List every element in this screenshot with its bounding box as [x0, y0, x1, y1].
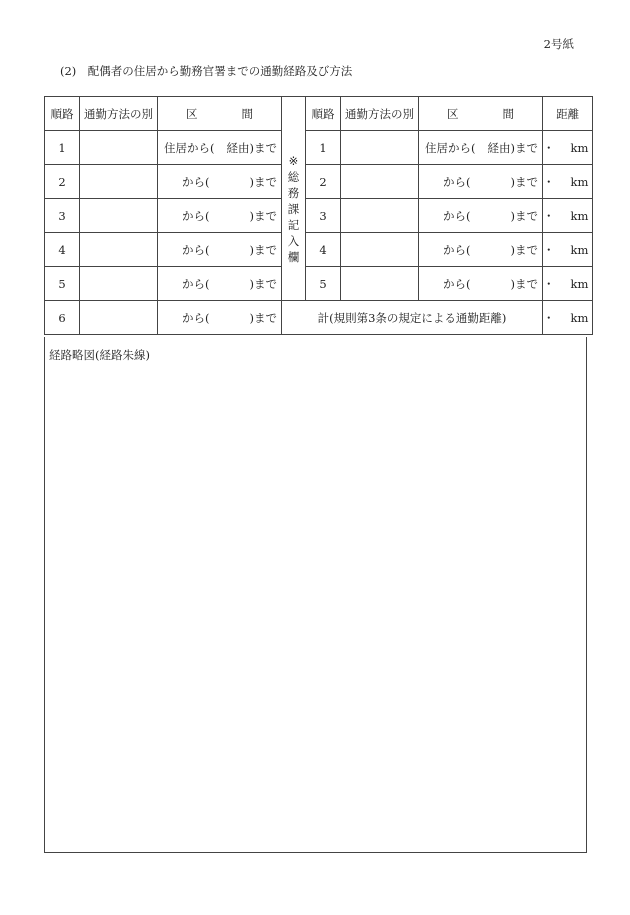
- distance-field[interactable]: [543, 165, 593, 199]
- table-row: [45, 165, 593, 199]
- section-field[interactable]: [158, 165, 282, 199]
- section-field[interactable]: [158, 131, 282, 165]
- section-via: 経由)まで: [487, 140, 538, 155]
- method-field[interactable]: [341, 199, 419, 233]
- method-field[interactable]: [341, 233, 419, 267]
- office-use-column: [282, 97, 306, 301]
- method-field[interactable]: [80, 165, 158, 199]
- order-number: 3: [45, 199, 80, 233]
- section-field[interactable]: [158, 267, 282, 301]
- decimal-dot: ・: [543, 174, 555, 189]
- office-col-char: 総: [287, 170, 300, 184]
- section-from: から(: [182, 208, 210, 223]
- order-header-right: 順路: [306, 97, 341, 131]
- order-number: 2: [45, 165, 80, 199]
- section-from: から(: [182, 310, 210, 325]
- section-from: から(: [182, 276, 210, 291]
- method-header-right: 通勤方法の別: [341, 97, 419, 131]
- section-header-right: [419, 97, 543, 131]
- unit-km: km: [570, 140, 589, 155]
- section-title: (2) 配偶者の住居から勤務官署までの通勤経路及び方法: [60, 64, 353, 78]
- distance-header: 距離: [543, 97, 593, 131]
- form-number: 2号紙: [543, 37, 574, 51]
- header-row: [45, 97, 593, 131]
- office-col-char: 課: [287, 202, 300, 216]
- distance-field[interactable]: [543, 233, 593, 267]
- section-field[interactable]: [419, 165, 543, 199]
- method-field[interactable]: [341, 165, 419, 199]
- total-distance-label: 計(規則第3条の規定による通勤距離): [282, 301, 543, 335]
- section-field[interactable]: [419, 131, 543, 165]
- decimal-dot: ・: [543, 310, 555, 325]
- section-via: )まで: [249, 208, 277, 223]
- section-header-left: [158, 97, 282, 131]
- distance-field[interactable]: [543, 131, 593, 165]
- method-header-left: 通勤方法の別: [80, 97, 158, 131]
- method-field[interactable]: [80, 233, 158, 267]
- section-field[interactable]: [158, 233, 282, 267]
- decimal-dot: ・: [543, 276, 555, 291]
- order-number: 5: [45, 267, 80, 301]
- route-map-area[interactable]: [44, 337, 587, 853]
- order-number: 5: [306, 267, 341, 301]
- section-from: 住居から(: [425, 140, 476, 155]
- decimal-dot: ・: [543, 140, 555, 155]
- method-field[interactable]: [80, 199, 158, 233]
- office-col-char: 入: [287, 234, 300, 248]
- table-row: [45, 199, 593, 233]
- distance-field[interactable]: [543, 267, 593, 301]
- section-header-char-a: 区: [447, 106, 459, 121]
- order-number: 6: [45, 301, 80, 335]
- section-from: から(: [443, 276, 471, 291]
- section-from: から(: [443, 174, 471, 189]
- distance-field[interactable]: [543, 199, 593, 233]
- section-via: )まで: [510, 208, 538, 223]
- method-field[interactable]: [80, 267, 158, 301]
- unit-km: km: [570, 276, 589, 291]
- section-via: )まで: [510, 276, 538, 291]
- section-field[interactable]: [158, 301, 282, 335]
- section-field[interactable]: [158, 199, 282, 233]
- section-via: )まで: [249, 242, 277, 257]
- section-header-char-b: 間: [241, 106, 253, 121]
- unit-km: km: [570, 242, 589, 257]
- section-from: から(: [443, 208, 471, 223]
- section-via: )まで: [249, 276, 277, 291]
- section-from: 住居から(: [164, 140, 215, 155]
- unit-km: km: [570, 174, 589, 189]
- section-from: から(: [182, 242, 210, 257]
- table-row: [45, 301, 593, 335]
- method-field[interactable]: [80, 301, 158, 335]
- office-col-char: 欄: [287, 250, 300, 264]
- order-number: 3: [306, 199, 341, 233]
- order-number: 2: [306, 165, 341, 199]
- section-field[interactable]: [419, 199, 543, 233]
- order-number: 1: [306, 131, 341, 165]
- method-field[interactable]: [341, 131, 419, 165]
- office-col-char: 務: [287, 186, 300, 200]
- section-from: から(: [182, 174, 210, 189]
- decimal-dot: ・: [543, 242, 555, 257]
- decimal-dot: ・: [543, 208, 555, 223]
- section-via: )まで: [249, 174, 277, 189]
- method-field[interactable]: [341, 267, 419, 301]
- section-via: )まで: [249, 310, 277, 325]
- section-from: から(: [443, 242, 471, 257]
- office-col-char: ※: [288, 154, 299, 168]
- table-row: [45, 267, 593, 301]
- table-row: [45, 233, 593, 267]
- section-header-char-a: 区: [186, 106, 198, 121]
- order-number: 4: [306, 233, 341, 267]
- table-row: [45, 131, 593, 165]
- section-header-char-b: 間: [502, 106, 514, 121]
- unit-km: km: [570, 208, 589, 223]
- order-header-left: 順路: [45, 97, 80, 131]
- section-via: )まで: [510, 242, 538, 257]
- section-field[interactable]: [419, 233, 543, 267]
- office-col-char: 記: [287, 218, 300, 232]
- section-via: 経由)まで: [226, 140, 277, 155]
- total-distance-field[interactable]: [543, 301, 593, 335]
- section-field[interactable]: [419, 267, 543, 301]
- commute-route-table: [44, 96, 593, 335]
- order-number: 1: [45, 131, 80, 165]
- order-number: 4: [45, 233, 80, 267]
- method-field[interactable]: [80, 131, 158, 165]
- route-map-label: 経路略図(経路朱線): [49, 348, 150, 362]
- unit-km: km: [570, 310, 589, 325]
- section-via: )まで: [510, 174, 538, 189]
